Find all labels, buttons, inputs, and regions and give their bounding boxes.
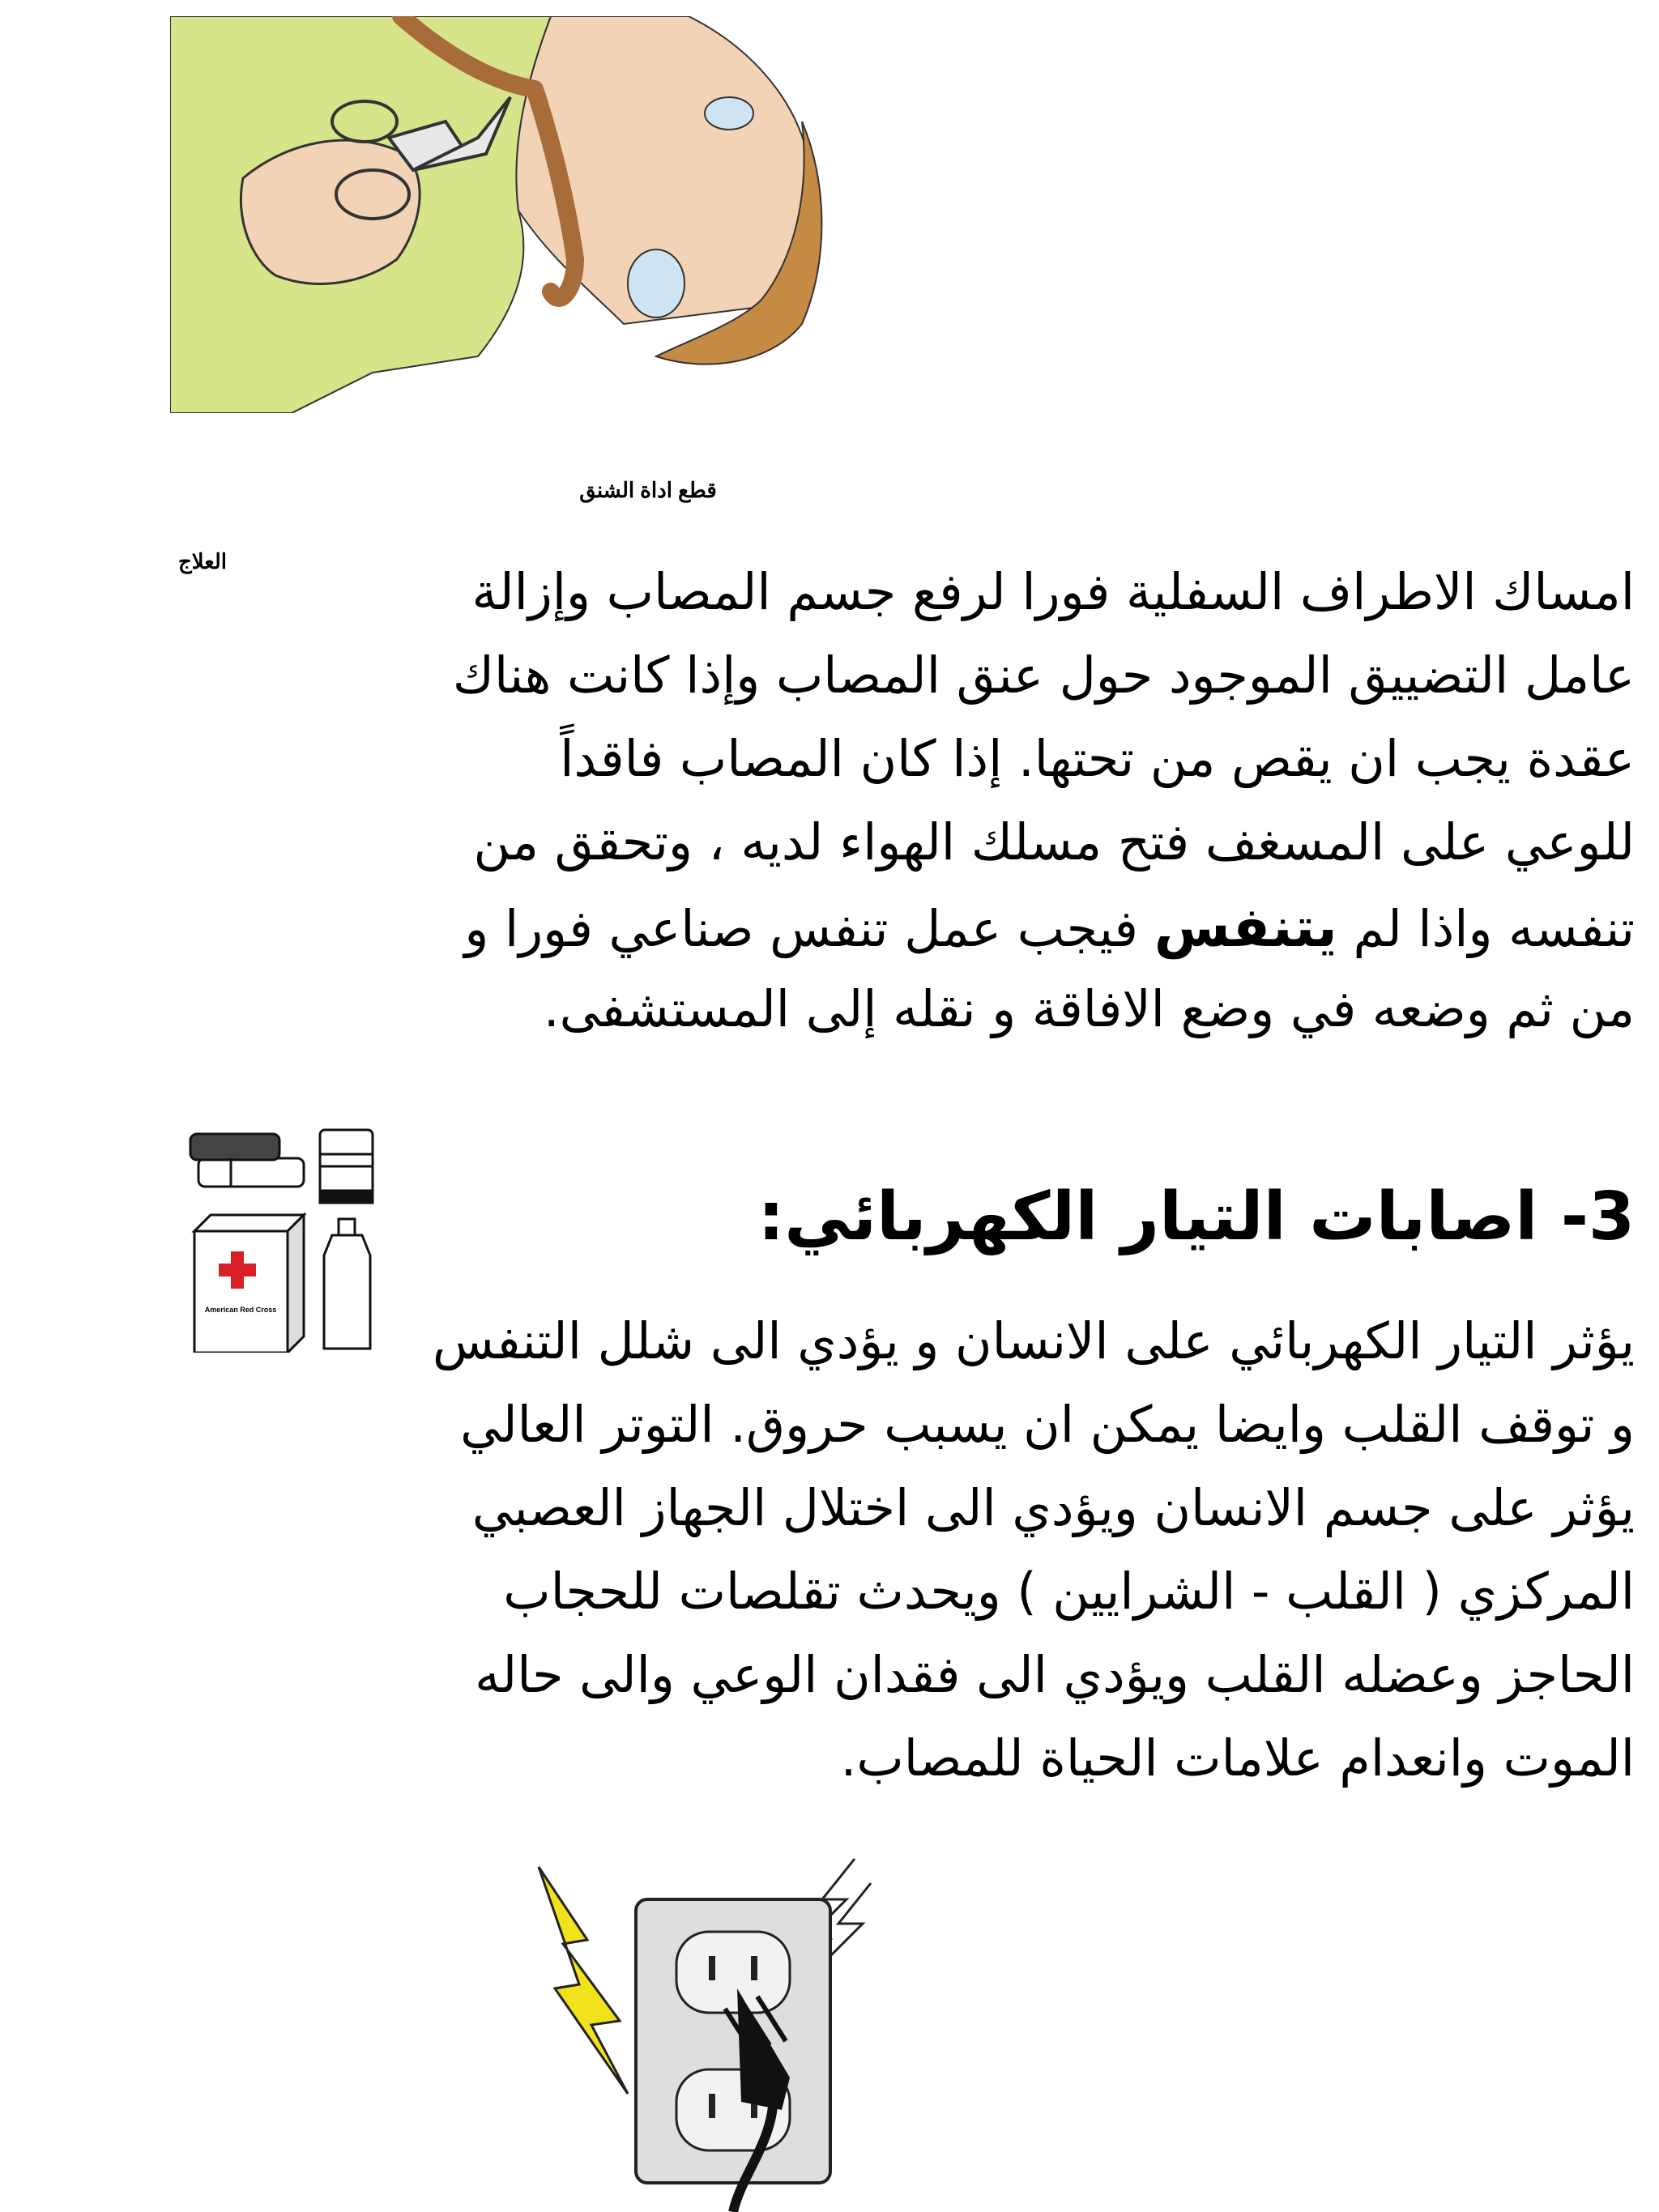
red-cross-label: American Red Cross	[204, 1306, 277, 1314]
paragraph-line-with-emphasis	[49, 896, 1635, 984]
paragraph-line: الموت وانعدام علامات الحياة للمصاب.	[840, 1728, 1635, 1788]
paragraph-line: من ثم وضعه في وضع الافاقة و نقله إلى المستشفى.	[543, 979, 1635, 1038]
paragraph-line: يؤثر على جسم الانسان ويؤدي الى اختلال الجهاز العصبي	[471, 1478, 1635, 1537]
emphasized-word: يتنفس	[1154, 896, 1337, 960]
lightning-bolt-icon	[539, 1867, 628, 2094]
line-text-after: فيجب عمل تنفس صناعي فورا و	[464, 899, 1154, 958]
treatment-label: العلاج	[178, 549, 227, 573]
batteries-icon	[190, 1134, 304, 1187]
paragraph-line: عقدة يجب ان يقص من تحتها. إذا كان المصاب فاقداً	[560, 729, 1635, 788]
paragraph-line: للوعي على المسغف فتح مسلك الهواء لديه ، وتحقق من	[473, 812, 1635, 872]
electric-socket-illustration	[531, 1851, 944, 2212]
cutting-rope-illustration	[170, 16, 834, 413]
electric-injury-paragraph	[49, 1311, 1635, 1817]
paragraph-line: الحاجز وعضله القلب ويؤدي الى فقدان الوعي والى حاله	[475, 1645, 1635, 1704]
can-icon	[320, 1130, 373, 1203]
paragraph-line: و توقف القلب وايضا يمكن ان يسبب حروق. التوتر العالي	[460, 1395, 1635, 1454]
mouth-shape	[705, 97, 753, 130]
hand-shape	[241, 140, 420, 283]
paragraph-line: المركزي ( القلب - الشرايين ) ويحدث تقلصات للحجاب	[503, 1562, 1635, 1621]
first-aid-paragraph	[49, 562, 1635, 1068]
section-heading: 3- اصابات التيار الكهربائي:	[757, 1178, 1635, 1255]
paragraph-line: عامل التضييق الموجود حول عنق المصاب وإذا كانت هناك	[452, 646, 1635, 705]
paragraph-line: يؤثر التيار الكهربائي على الانسان و يؤدي الى شلل التنفس	[432, 1311, 1635, 1370]
image-caption: قطع اداة الشنق	[579, 478, 717, 502]
paragraph-line: امساك الاطراف السفلية فورا لرفع جسم المصاب وإزالة	[471, 562, 1635, 621]
line-text-before: تنفسه واذا لم	[1337, 899, 1635, 958]
ear-shape	[628, 249, 684, 318]
